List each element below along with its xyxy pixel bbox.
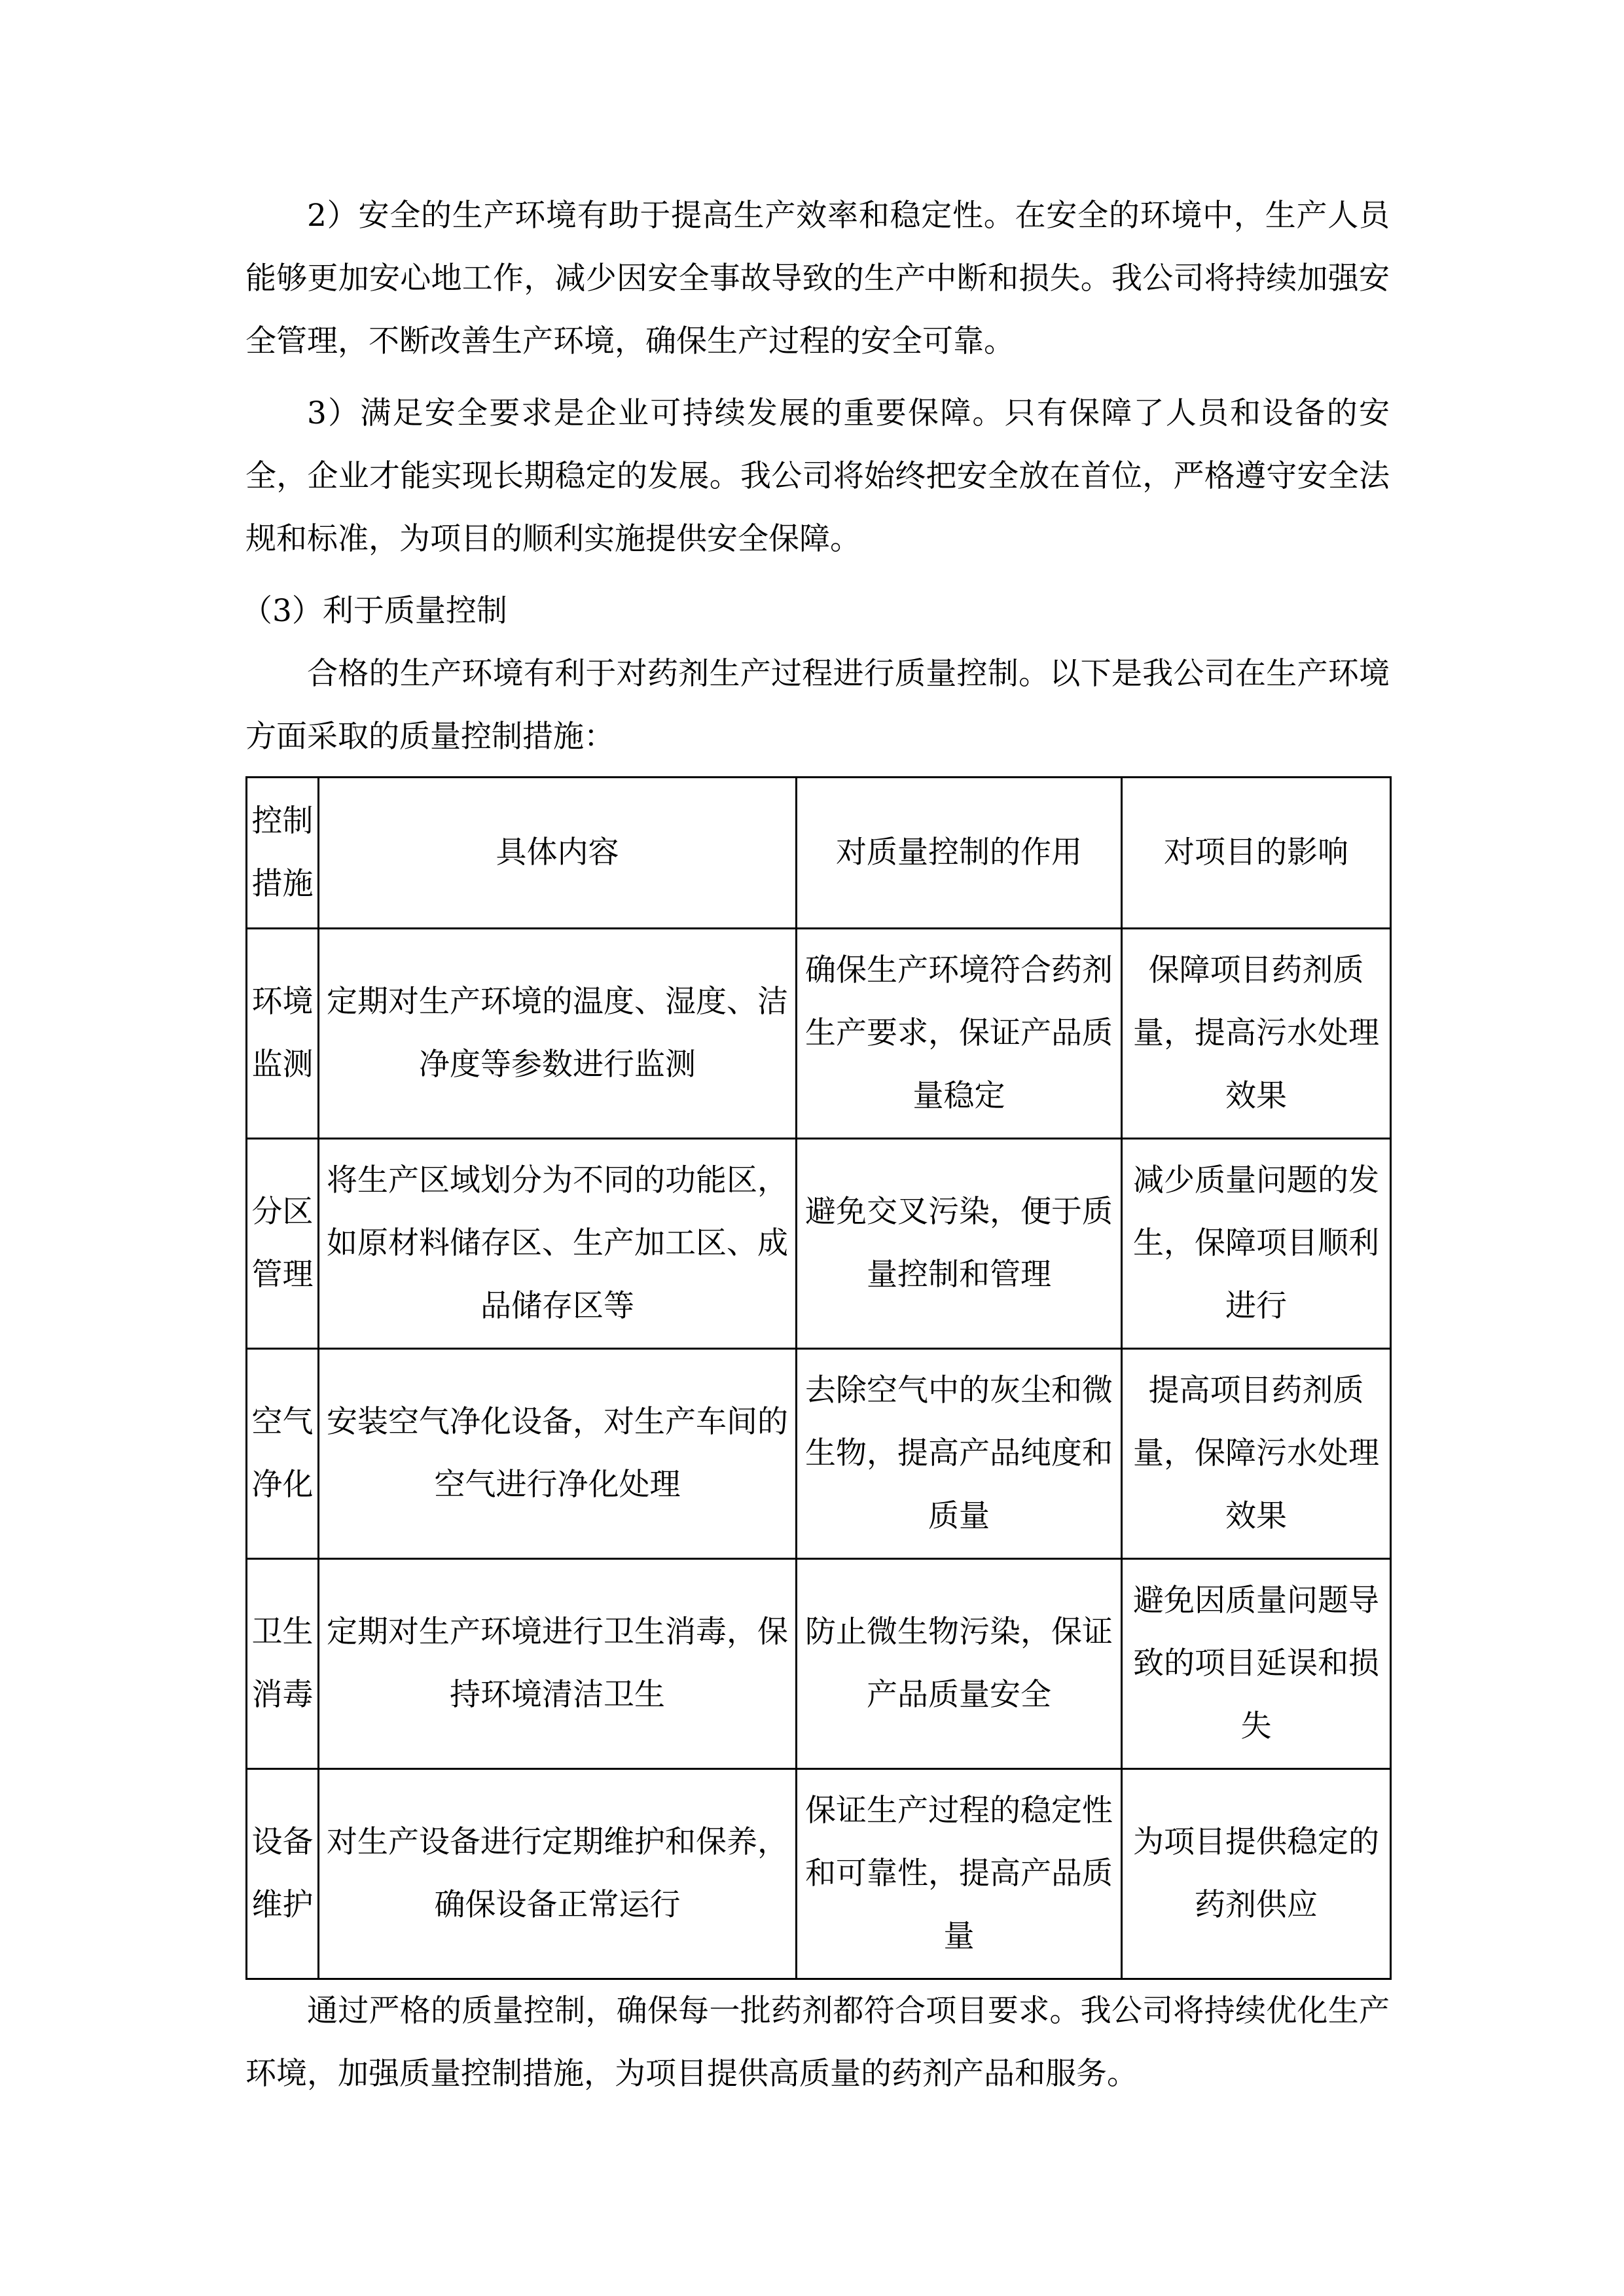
quality-control-table: [245, 776, 1392, 1980]
impact-cell: 为项目提供稳定的药剂供应: [1122, 1769, 1391, 1979]
effect-cell: 确保生产环境符合药剂生产要求，保证产品质量稳定: [797, 929, 1122, 1139]
section-heading: （3）利于质量控制: [242, 593, 507, 629]
header-cell-impact: 对项目的影响: [1122, 778, 1391, 929]
effect-cell: 去除空气中的灰尘和微生物，提高产品纯度和质量: [797, 1349, 1122, 1559]
table-row: [247, 1769, 1391, 1979]
content-cell: 定期对生产环境进行卫生消毒，保持环境清洁卫生: [319, 1559, 797, 1769]
header-cell-measure: 控制措施: [247, 778, 319, 929]
measure-cell: 环境监测: [247, 929, 319, 1139]
effect-cell: 避免交叉污染，便于质量控制和管理: [797, 1139, 1122, 1349]
content-cell: 定期对生产环境的温度、湿度、洁净度等参数进行监测: [319, 929, 797, 1139]
content-cell: 对生产设备进行定期维护和保养，确保设备正常运行: [319, 1769, 797, 1979]
paragraph-intro: 合格的生产环境有利于对药剂生产过程进行质量控制。以下是我公司在生产环境方面采取的质量控制措施：: [245, 656, 1390, 755]
content-cell: 安装空气净化设备，对生产车间的空气进行净化处理: [319, 1349, 797, 1559]
impact-cell: 减少质量问题的发生，保障项目顺利进行: [1122, 1139, 1391, 1349]
table-row: [247, 1139, 1391, 1349]
content-cell: 将生产区域划分为不同的功能区，如原材料储存区、生产加工区、成品储存区等: [319, 1139, 797, 1349]
paragraph-conclusion: 通过严格的质量控制，确保每一批药剂都符合项目要求。我公司将持续优化生产环境，加强质量控制措施，为项目提供高质量的药剂产品和服务。: [245, 1993, 1390, 2092]
impact-cell: 提高项目药剂质量，保障污水处理效果: [1122, 1349, 1391, 1559]
effect-cell: 保证生产过程的稳定性和可靠性，提高产品质量: [797, 1769, 1122, 1979]
header-cell-effect: 对质量控制的作用: [797, 778, 1122, 929]
effect-cell: 防止微生物污染，保证产品质量安全: [797, 1559, 1122, 1769]
document-page: [242, 185, 1390, 2106]
header-cell-content: 具体内容: [319, 778, 797, 929]
impact-cell: 避免因质量问题导致的项目延误和损失: [1122, 1559, 1391, 1769]
impact-cell: 保障项目药剂质量，提高污水处理效果: [1122, 929, 1391, 1139]
measure-cell: 设备维护: [247, 1769, 319, 1979]
paragraph-safety-efficiency: 2）安全的生产环境有助于提高生产效率和稳定性。在安全的环境中，生产人员能够更加安心地工作，减少因安全事故导致的生产中断和损失。我公司将持续加强安全管理，不断改善生产环境，确保生产过程的安全可靠。: [245, 198, 1390, 359]
paragraph-safety-sustainability: 3）满足安全要求是企业可持续发展的重要保障。只有保障了人员和设备的安全，企业才能实现长期稳定的发展。我公司将始终把安全放在首位，严格遵守安全法规和标准，为项目的顺利实施提供安全保障。: [245, 395, 1390, 557]
table-header-row: [247, 778, 1391, 929]
table-row: [247, 1349, 1391, 1559]
measure-cell: 卫生消毒: [247, 1559, 319, 1769]
table-row: [247, 929, 1391, 1139]
table-row: [247, 1559, 1391, 1769]
measure-cell: 空气净化: [247, 1349, 319, 1559]
measure-cell: 分区管理: [247, 1139, 319, 1349]
